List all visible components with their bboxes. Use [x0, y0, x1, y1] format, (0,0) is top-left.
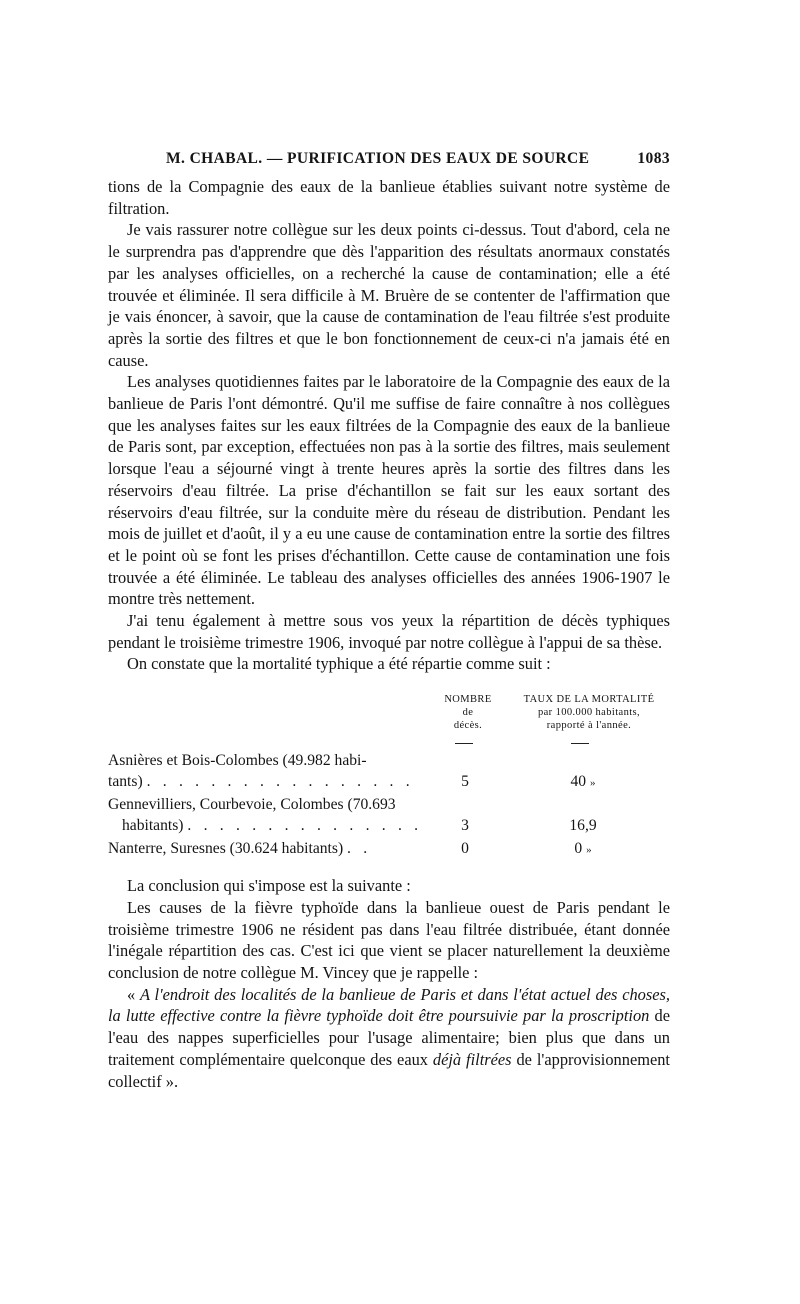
- running-header: [108, 150, 670, 176]
- mortality-rate: [538, 839, 628, 861]
- running-title: M. CHABAL. — PURIFICATION DES EAUX DE SOURCE: [166, 150, 590, 167]
- dot-leader: . . . . . . . . . . . . . . . . .: [146, 773, 414, 791]
- paragraph: J'ai tenu également à mettre sous vos yeux la répartition de décès typhiques pendant le troisième trimestre 1906, invoqué par notre collègue à l'appui de sa thèse.: [108, 611, 670, 652]
- body-text-before-table: [108, 176, 670, 675]
- dot-leader: . . . . . . . . . . . . . . .: [187, 817, 423, 835]
- column-header-line: rapporté à l'année.: [546, 720, 632, 732]
- column-header-mortality-rate: [506, 693, 672, 732]
- column-header-line: décès.: [453, 720, 483, 732]
- death-count: 3: [461, 817, 469, 835]
- quote-roman: de l'approvisionnement collectif ».: [108, 1049, 670, 1091]
- quoted-conclusion: [108, 984, 670, 1093]
- quote-italic: déjà filtrées: [432, 1049, 512, 1069]
- table-row: [108, 795, 670, 837]
- rate-value: 0: [574, 840, 583, 858]
- column-rule: [455, 743, 473, 744]
- body-text-after-table: [108, 875, 670, 1092]
- row-label-line: tants): [108, 773, 143, 791]
- column-header-line: NOMBRE: [444, 694, 492, 706]
- paragraph: On constate que la mortalité typhique a été répartie comme suit :: [127, 654, 551, 674]
- rate-unit: »: [590, 777, 596, 790]
- mortality-rate: [538, 772, 628, 794]
- paragraph: Les analyses quotidiennes faites par le laboratoire de la Compagnie des eaux de la banlieue de Paris l'ont démontré. Qu'il me suffise de faire connaître à nos collègues que les analyses faites sur les eaux filtrées de la Compagnie des eaux de la banlieue de Paris sont, par exception, effectuées non pas à la sortie des filtres, mais seulement lorsque l'eau a séjourné vingt à trente heures après la sortie des filtres dans les réservoirs d'eau filtrée. La prise d'échantillon se fait sur les eaux sortant des réservoirs d'eau filtrée, sur la conduite mère du réseau de distribution. Pendant les mois de juillet et d'août, il y a eu une cause de contamination entre la sortie des filtres et le point où se font les prises d'échantillon. Cette cause de contamination une fois trouvée a été éliminée. Le tableau des analyses officielles des années 1906-1907 le montre très nettement.: [108, 372, 670, 609]
- column-header-deaths: [430, 693, 506, 732]
- row-label-line: habitants): [122, 817, 184, 835]
- mortality-table: [108, 681, 670, 875]
- row-label: [108, 839, 433, 860]
- column-header-line: de: [462, 707, 474, 719]
- row-label: [108, 795, 433, 835]
- paragraph: Je vais rassurer notre collègue sur les deux points ci-dessus. Tout d'abord, cela ne le surprendra pas d'apprendre que dès l'apparition des résultats anormaux constatés par les analyses officielles, on a recherché la cause de contamination; elle a été trouvée et éliminée. Il sera difficile à M. Bruère de se contenter de l'affirmation que je vais énoncer, à savoir, que la cause de contamination de l'eau filtrée s'est produite après la sortie des filtres et que le bon fonctionnement de ceux-ci n'a jamais été en cause.: [108, 220, 670, 370]
- column-header-line: TAUX DE LA MORTALITÉ: [523, 694, 655, 706]
- dot-leader: . .: [347, 840, 372, 858]
- table-row: [108, 751, 670, 793]
- quote-roman: de l'eau des nappes superficielles pour l'usage alimentaire; bien plus que dans un traitement complémentaire quelconque des eaux: [108, 1006, 670, 1069]
- mortality-rate: [538, 816, 628, 838]
- death-count: 0: [461, 840, 469, 858]
- rate-unit: »: [586, 844, 592, 857]
- row-label-line: Asnières et Bois-Colombes (49.982 habi-: [108, 752, 367, 770]
- rate-value: 16,9: [569, 817, 597, 835]
- paragraph: tions de la Compagnie des eaux de la banlieue établies suivant notre système de filtration.: [108, 177, 670, 218]
- quote-open: «: [127, 984, 141, 1004]
- column-rule: [571, 743, 589, 744]
- table-row: [108, 839, 670, 860]
- row-label-line: Nanterre, Suresnes (30.624 habitants): [108, 840, 344, 858]
- paragraph: La conclusion qui s'impose est la suivante :: [127, 876, 411, 896]
- column-header-line: par 100.000 habitants,: [537, 707, 641, 719]
- paragraph: Les causes de la fièvre typhoïde dans la banlieue ouest de Paris pendant le troisième trimestre 1906 ne résident pas dans l'eau filtrée distribuée, étant donnée l'inégale répartition des cas. C'est ici que vient se placer naturellement la deuxième conclusion de notre collègue M. Vincey que je rappelle :: [108, 897, 670, 982]
- page-number: 1083: [637, 150, 670, 167]
- death-count: 5: [461, 773, 469, 791]
- row-label-line: Gennevilliers, Courbevoie, Colombes (70.693: [108, 796, 396, 814]
- quote-italic: A l'endroit des localités de la banlieue de Paris et dans l'état actuel des choses, la lutte effective contre la fièvre typhoïde doit être poursuivie par la proscription: [108, 984, 670, 1026]
- rate-value: 40: [570, 773, 587, 791]
- row-label: [108, 751, 433, 791]
- page: [108, 150, 670, 1092]
